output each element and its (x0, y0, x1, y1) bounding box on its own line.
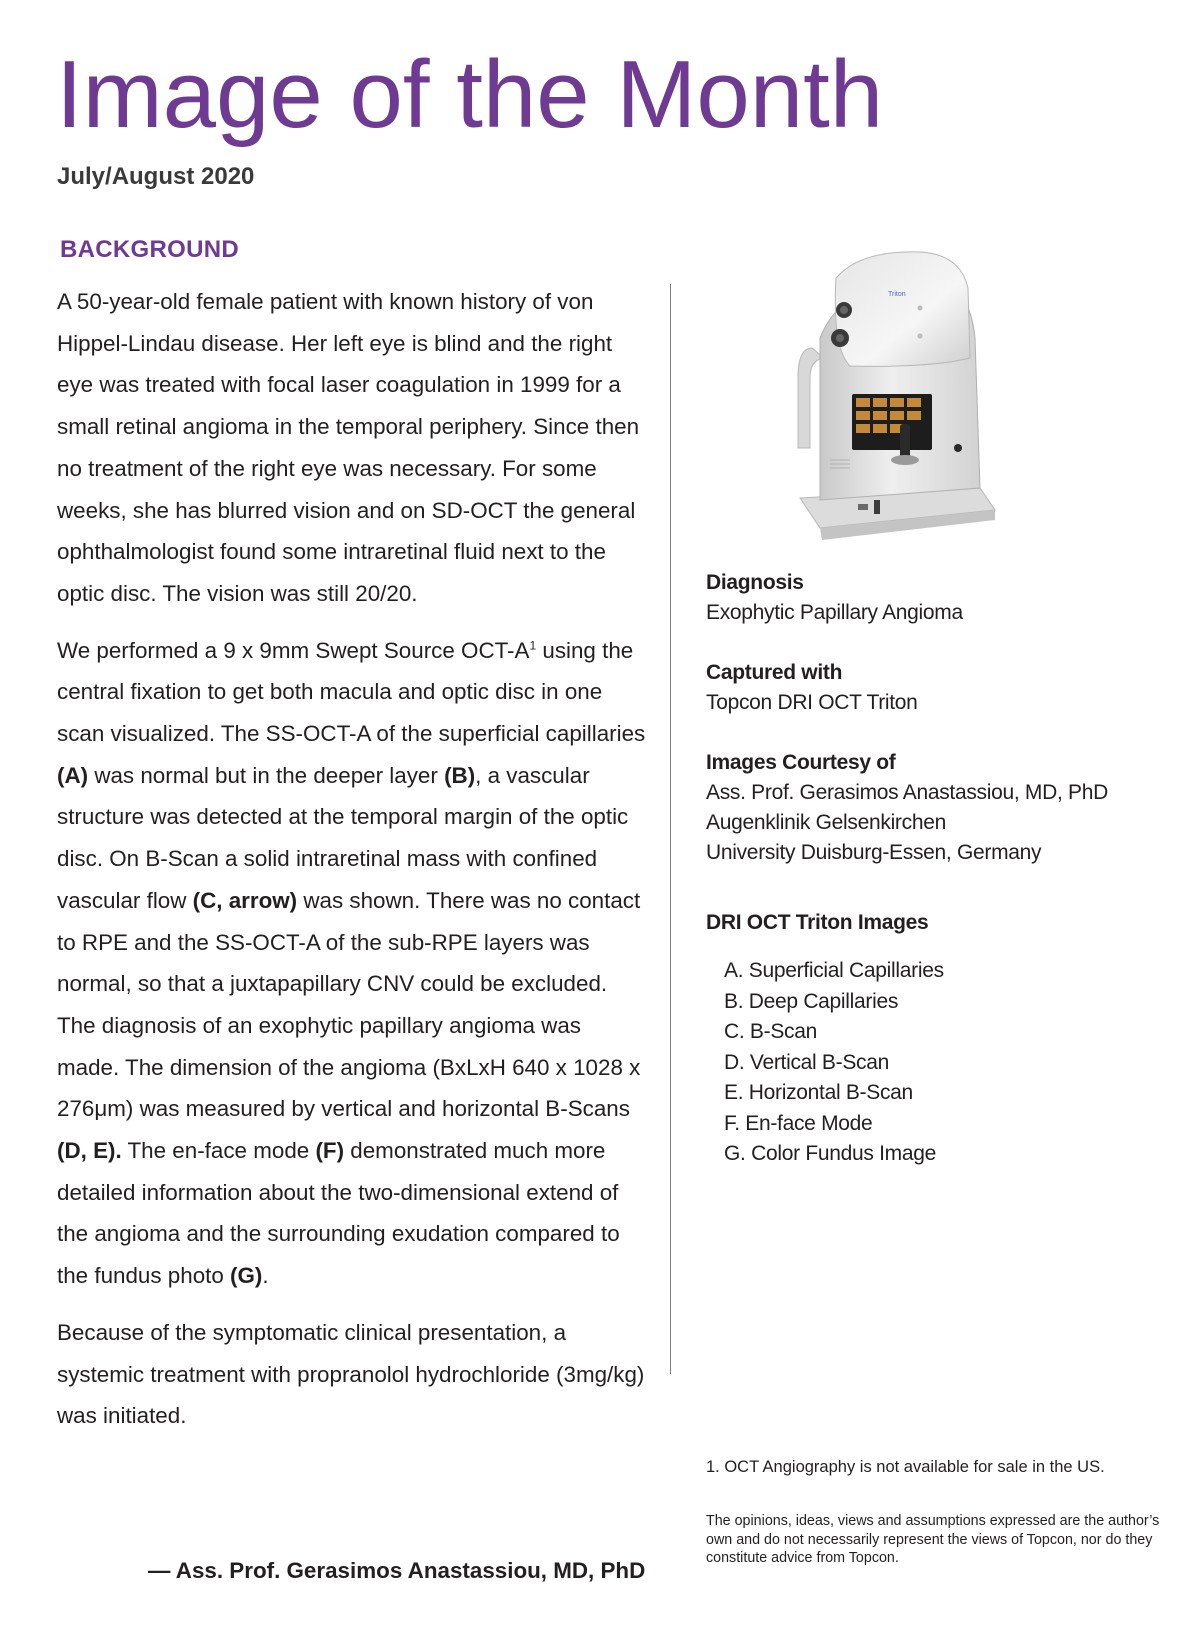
footnote-ref: 1 (529, 638, 537, 653)
captured-block (706, 658, 1146, 718)
findings-text-3: was normal but in the deeper layer (88, 762, 445, 788)
article-body (57, 281, 647, 1452)
images-label: DRI OCT Triton Images (706, 911, 929, 934)
list-item: A. Superficial Capillaries (724, 959, 944, 982)
captured-value: Topcon DRI OCT Triton (706, 691, 918, 714)
diagnosis-block (706, 568, 1146, 628)
issue-date: July/August 2020 (57, 163, 255, 190)
figure-ref-c: (C, arrow) (192, 887, 298, 913)
courtesy-line: Augenklinik Gelsenkirchen (706, 811, 946, 834)
disclaimer: The opinions, ideas, views and assumptions expressed are the author’s own and do not necessarily represent the views of Topcon, nor do they constitute advice from Topcon. (706, 1513, 1160, 1566)
diagnosis-label: Diagnosis (706, 571, 804, 594)
oct-device-image (780, 248, 1020, 548)
paragraph-findings (57, 630, 647, 1297)
courtesy-block (706, 748, 1146, 868)
image-list (706, 956, 1146, 1170)
list-item: G. Color Fundus Image (724, 1142, 936, 1165)
paragraph-patient-history: A 50-year-old female patient with known history of von Hippel-Lindau disease. Her left eye is blind and the right eye was treated with focal laser coagulation in 1999 for a small retinal angioma in the temporal periphery. Since then no treatment of the right eye was necessary. For some weeks, she has blurred vision and on SD-OCT the general ophthalmologist found some intraretinal fluid next to the optic disc. The vision was still 20/20. (57, 289, 640, 606)
findings-text-4: , a vascular structure was detected at the temporal margin of the optic disc. On B-Scan a solid intraretinal mass with confined vascular flow (57, 762, 629, 913)
column-divider (670, 284, 671, 1374)
author-signature: — Ass. Prof. Gerasimos Anastassiou, MD, PhD (148, 1558, 646, 1583)
list-item: C. B-Scan (724, 1020, 817, 1043)
findings-text-5: was shown. There was no contact to RPE and the SS-OCT-A of the sub-RPE layers was normal, so that a juxtapapillary CNV could be excluded. The diagnosis of an exophytic papillary angioma was made. The dimension of the angioma (BxLxH 640 x 1028 x 276μm) was measured by vertical and horizontal B-Scans (57, 887, 641, 1122)
diagnosis-value: Exophytic Papillary Angioma (706, 601, 963, 624)
figure-ref-a: (A) (57, 762, 89, 788)
findings-text-1: We performed a 9 x 9mm Swept Source OCT-A (57, 637, 530, 663)
captured-label: Captured with (706, 661, 843, 684)
findings-text-2: using the central fixation to get both macula and optic disc in one scan visualized. The SS-OCT-A of the superficial capillaries (57, 637, 646, 747)
figure-ref-f: (F) (315, 1138, 345, 1164)
list-item: D. Vertical B-Scan (724, 1050, 889, 1074)
background-heading: BACKGROUND (60, 236, 239, 263)
list-item: F. En-face Mode (724, 1111, 873, 1135)
device-logo-text: Triton (888, 291, 906, 298)
figure-ref-b: (B) (444, 762, 476, 788)
figure-ref-de: (D, E). (57, 1138, 122, 1164)
images-block (706, 908, 1146, 1170)
courtesy-line: Ass. Prof. Gerasimos Anastassiou, MD, PhD (706, 781, 1109, 804)
list-item: E. Horizontal B-Scan (724, 1081, 913, 1104)
paragraph-treatment: Because of the symptomatic clinical presentation, a systemic treatment with propranolol hydrochloride (3mg/kg) was initiated. (57, 1319, 645, 1429)
page-title: Image of the Month (56, 41, 884, 148)
footnote: 1. OCT Angiography is not available for sale in the US. (706, 1458, 1105, 1476)
findings-text-8: . (262, 1263, 269, 1289)
findings-text-7: demonstrated much more detailed information about the two-dimensional extend of the angioma and the surrounding exudation compared to the fundus photo (57, 1138, 620, 1289)
courtesy-label: Images Courtesy of (706, 751, 896, 774)
courtesy-line: University Duisburg-Essen, Germany (706, 841, 1042, 864)
list-item: B. Deep Capillaries (724, 989, 899, 1013)
figure-ref-g: (G) (230, 1263, 263, 1289)
findings-text-6: The en-face mode (121, 1138, 316, 1164)
